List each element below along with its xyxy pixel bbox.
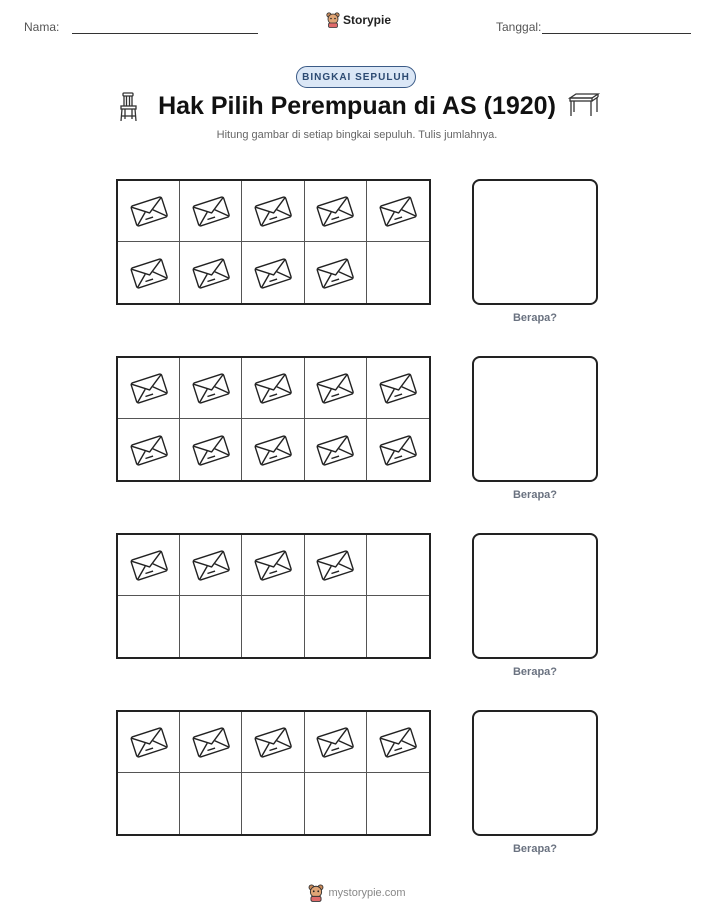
envelope-icon (253, 433, 293, 467)
ten-frame (116, 710, 431, 836)
ten-frame-cell (305, 419, 367, 480)
envelope-icon (129, 194, 169, 228)
page-footer (0, 884, 714, 902)
ten-frame-cell (180, 358, 242, 419)
ten-frame-cell (118, 358, 180, 419)
envelope-icon (315, 371, 355, 405)
answer-box[interactable] (472, 179, 598, 305)
ten-frame-cell (180, 596, 242, 657)
ten-frame-cell (180, 242, 242, 303)
footer-site: mystorypie.com (328, 887, 406, 899)
envelope-icon (378, 371, 418, 405)
envelope-icon (378, 433, 418, 467)
envelope-icon (378, 194, 418, 228)
envelope-icon (253, 725, 293, 759)
table-icon (568, 92, 600, 118)
ten-frame-cell (305, 773, 367, 834)
worksheet-header (0, 0, 714, 50)
ten-frame-cell (180, 535, 242, 596)
answer-label: Berapa? (512, 666, 558, 678)
ten-frame-cell (305, 181, 367, 242)
ten-frame-cell (118, 181, 180, 242)
ten-frame-cell (305, 596, 367, 657)
answer-label: Berapa? (512, 489, 558, 501)
ten-frame-cell (305, 242, 367, 303)
answer-label: Berapa? (512, 843, 558, 855)
ten-frame-cell (305, 535, 367, 596)
ten-frame-cell (305, 358, 367, 419)
envelope-icon (253, 371, 293, 405)
ten-frame-cell (242, 596, 304, 657)
envelope-icon (129, 371, 169, 405)
page-title: Hak Pilih Perempuan di AS (1920) (158, 92, 556, 120)
answer-box[interactable] (472, 356, 598, 482)
bear-logo-icon (308, 884, 324, 902)
envelope-icon (315, 433, 355, 467)
ten-frame-cell (242, 773, 304, 834)
envelope-icon (191, 371, 231, 405)
ten-frame-cell (367, 419, 429, 480)
answer-box[interactable] (472, 533, 598, 659)
envelope-icon (191, 256, 231, 290)
envelope-icon (315, 725, 355, 759)
ten-frame-cell (367, 712, 429, 773)
envelope-icon (191, 548, 231, 582)
bear-logo-icon (326, 12, 340, 28)
envelope-icon (315, 256, 355, 290)
envelope-icon (129, 433, 169, 467)
name-label: Nama: (24, 20, 60, 34)
date-field[interactable] (542, 33, 691, 34)
ten-frame-cell (242, 242, 304, 303)
ten-frame-cell (180, 419, 242, 480)
ten-frame-cell (242, 712, 304, 773)
ten-frame (116, 179, 431, 305)
ten-frame-cell (118, 773, 180, 834)
envelope-icon (253, 194, 293, 228)
envelope-icon (378, 725, 418, 759)
ten-frame-cell (118, 419, 180, 480)
envelope-icon (191, 194, 231, 228)
ten-frame (116, 533, 431, 659)
ten-frame-cell (367, 773, 429, 834)
ten-frame-cell (367, 358, 429, 419)
ten-frame-cell (118, 535, 180, 596)
envelope-icon (191, 725, 231, 759)
ten-frame-cell (367, 596, 429, 657)
chair-icon (118, 92, 140, 122)
name-field[interactable] (72, 33, 258, 34)
ten-frame-cell (367, 535, 429, 596)
envelope-icon (315, 548, 355, 582)
ten-frame-cell (242, 535, 304, 596)
date-label: Tanggal: (496, 20, 542, 34)
ten-frame-cell (242, 419, 304, 480)
ten-frame-cell (242, 181, 304, 242)
ten-frame-cell (180, 712, 242, 773)
answer-label: Berapa? (512, 312, 558, 324)
envelope-icon (253, 548, 293, 582)
ten-frame (116, 356, 431, 482)
worksheet-type-badge: BINGKAI SEPULUH (296, 66, 416, 88)
ten-frame-cell (367, 181, 429, 242)
envelope-icon (191, 433, 231, 467)
answer-box[interactable] (472, 710, 598, 836)
ten-frame-cell (180, 181, 242, 242)
instructions: Hitung gambar di setiap bingkai sepuluh. Tulis jumlahnya. (216, 129, 498, 141)
envelope-icon (129, 725, 169, 759)
ten-frame-cell (118, 712, 180, 773)
ten-frame-cell (180, 773, 242, 834)
ten-frame-cell (118, 242, 180, 303)
ten-frame-cell (305, 712, 367, 773)
envelope-icon (253, 256, 293, 290)
ten-frame-cell (118, 596, 180, 657)
ten-frame-cell (367, 242, 429, 303)
ten-frame-cell (242, 358, 304, 419)
brand-logo (326, 12, 391, 28)
envelope-icon (129, 256, 169, 290)
envelope-icon (129, 548, 169, 582)
brand-name: Storypie (343, 13, 392, 27)
envelope-icon (315, 194, 355, 228)
